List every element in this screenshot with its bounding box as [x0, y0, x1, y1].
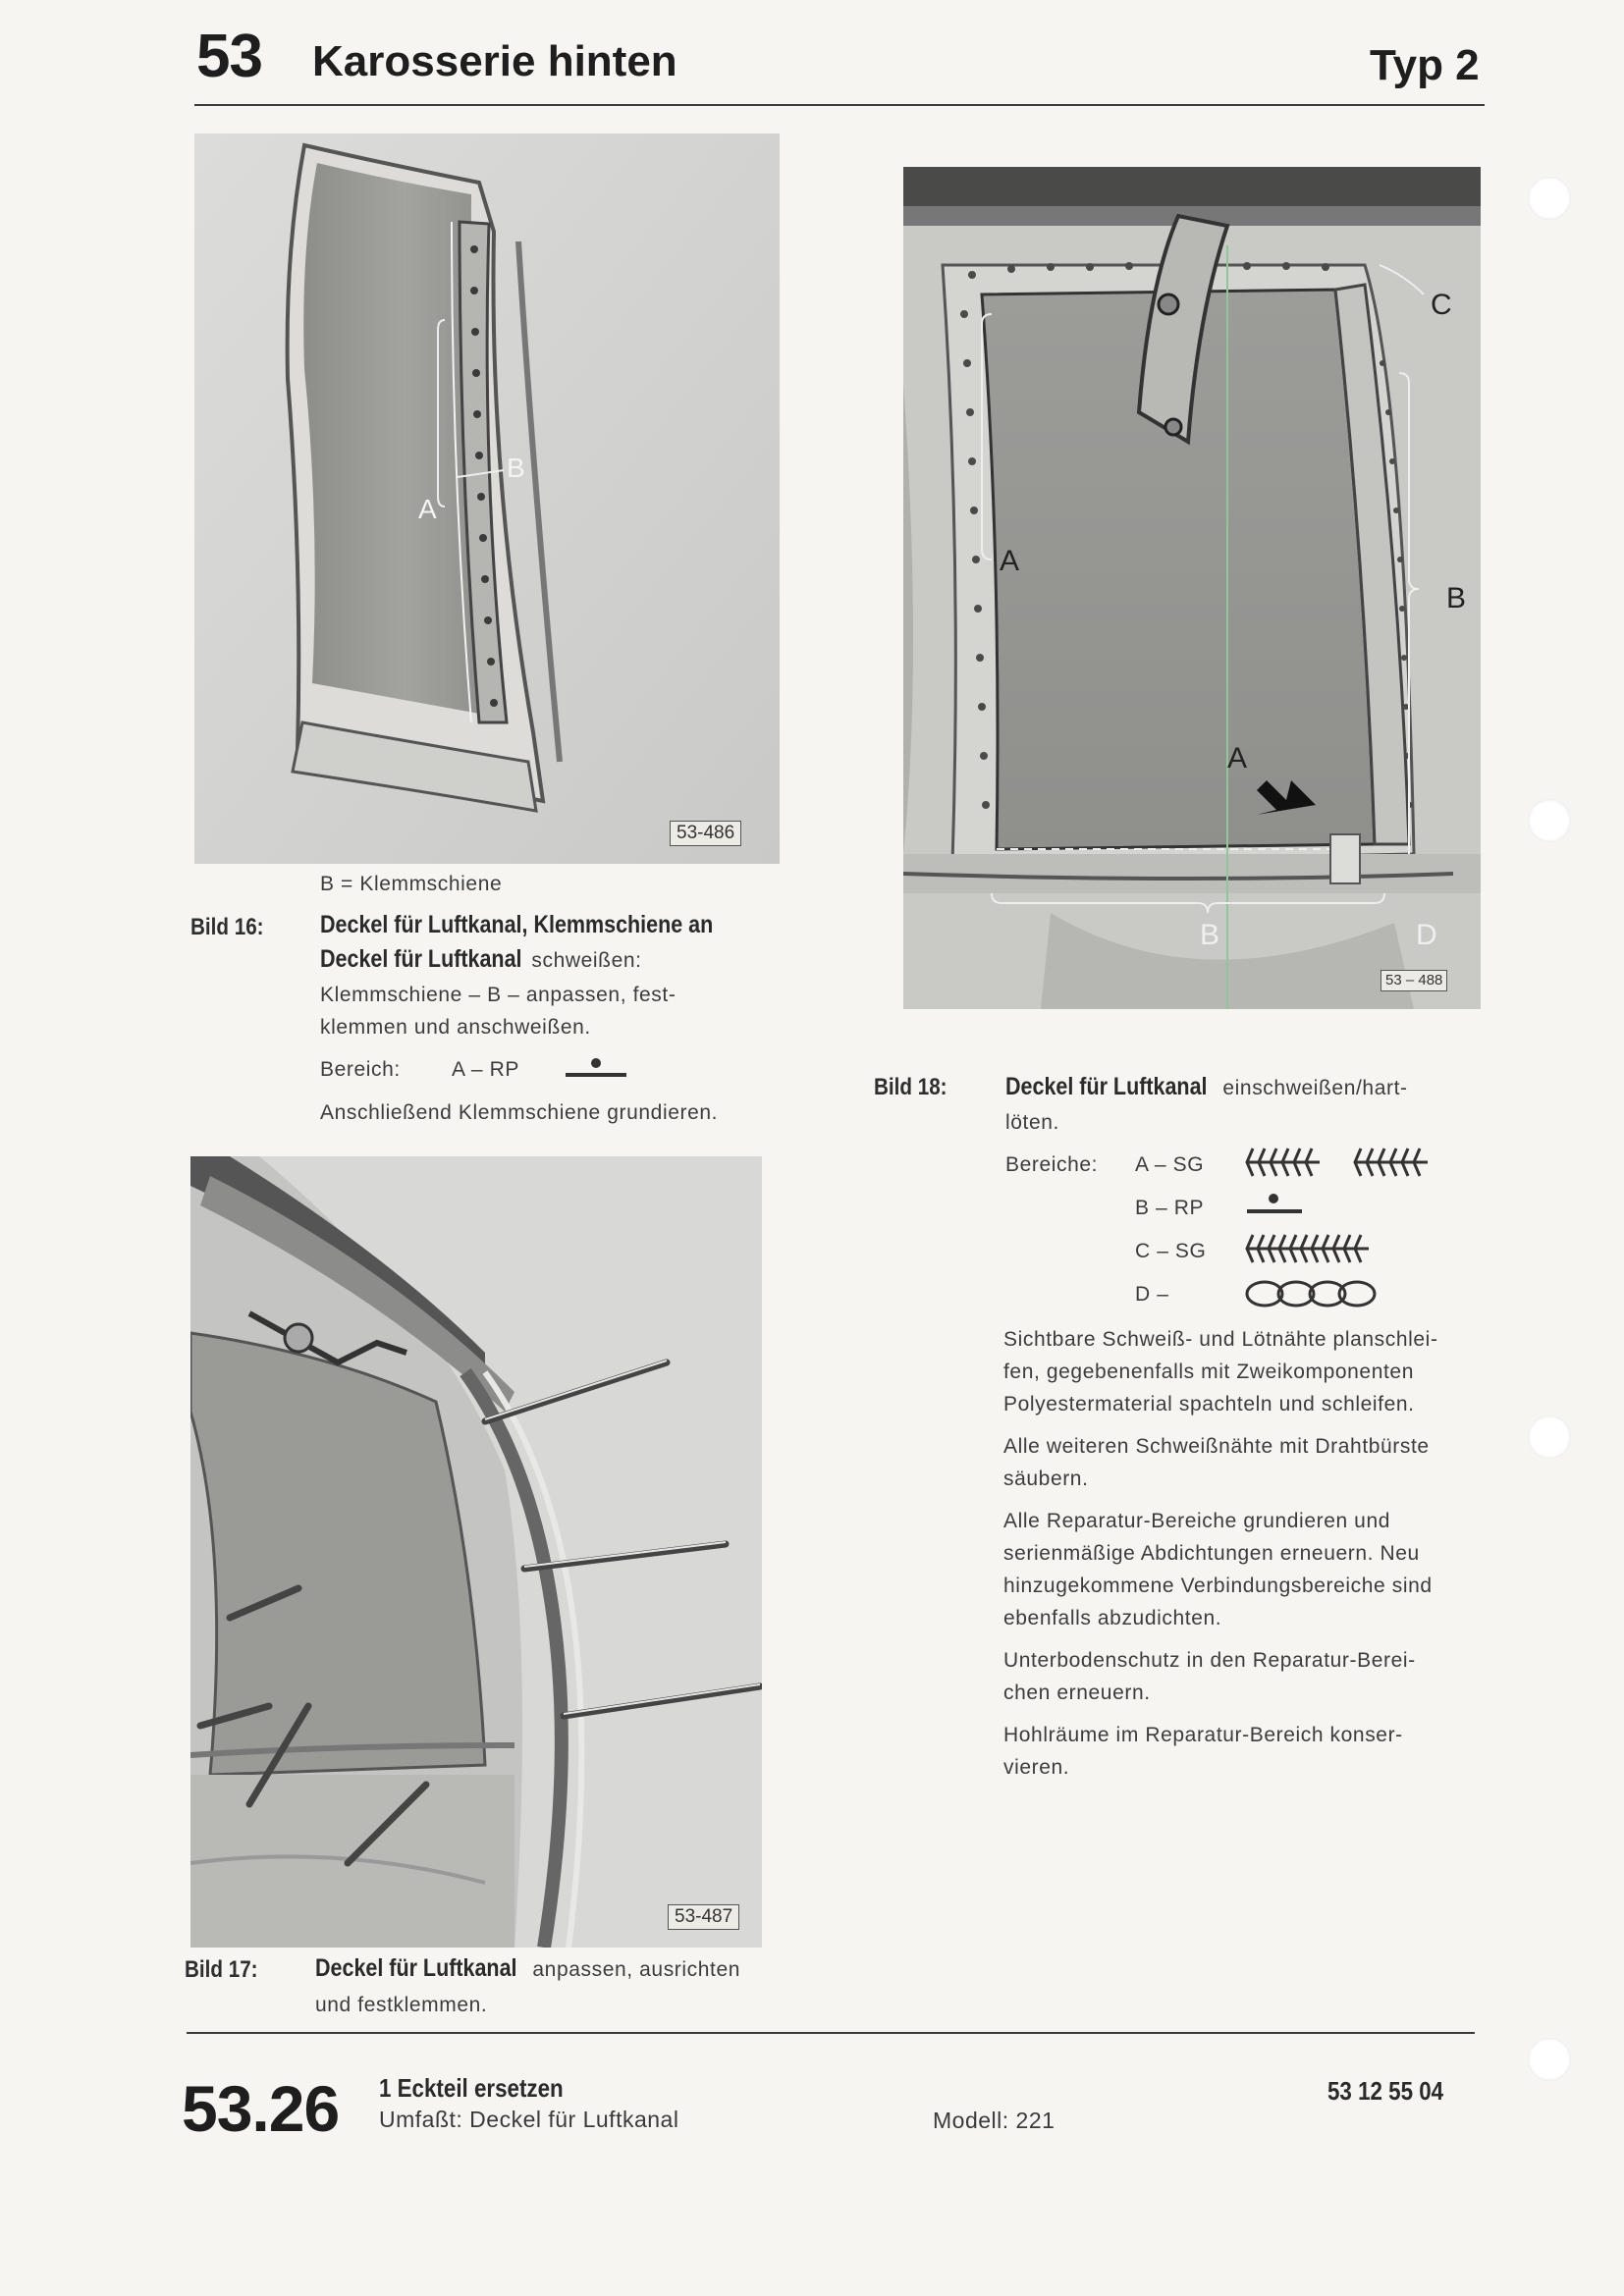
rp-spot-icon [562, 1054, 630, 1084]
bild16-line2: klemmen und anschweißen. [320, 1016, 591, 1039]
section-number: 53 [196, 23, 262, 90]
paragraph: Sichtbare Schweiß- und Lötnähte planschlei- fen, gegebenenfalls mit Zweikomponenten Polyestermaterial spachteln und schleifen. [1003, 1328, 1438, 1415]
paragraph: Unterbodenschutz in den Reparatur-Berei- chen erneuern. [1003, 1649, 1416, 1704]
page-number: 53.26 [182, 2072, 340, 2145]
paragraph: Alle Reparatur-Bereiche grundieren und serienmäßige Abdichtungen erneuern. Neu hinzugekommene Verbindungsbereiche sind ebenfalls abzudichten. [1003, 1510, 1433, 1629]
footer-code: 53 12 55 04 [1327, 2076, 1444, 2106]
figure-18-photo [903, 167, 1481, 1009]
bild18-row-a: A – SG [1135, 1153, 1205, 1176]
fig18-label-b2: B [1200, 919, 1220, 951]
bild17-label: Bild 17: [185, 1956, 258, 1983]
bild18-bereiche-label: Bereiche: [1005, 1153, 1099, 1176]
footer-line2: Umfaßt: Deckel für Luftkanal [379, 2107, 679, 2132]
bild16-line3: Anschließend Klemmschiene grundieren. [320, 1101, 719, 1124]
bild18-row-d: D – [1135, 1283, 1169, 1306]
fig18-label-d: D [1416, 919, 1437, 951]
fig16-label-a: A [418, 494, 437, 524]
bild16-title-line1: Deckel für Luftkanal, Klemmschiene an [320, 911, 714, 938]
footer-line1: 1 Eckteil ersetzen [379, 2073, 564, 2103]
bild18-row-b: B – RP [1135, 1197, 1205, 1219]
footer-modell: Modell: 221 [933, 2108, 1056, 2133]
header-rule [194, 104, 1485, 106]
bild16-line1: Klemmschiene – B – anpassen, fest- [320, 984, 677, 1006]
bild17-line2: und festklemmen. [315, 1994, 488, 2016]
bild16-legend: B = Klemmschiene [320, 873, 503, 895]
figure-16-photo [194, 133, 780, 864]
bild17-title: Deckel für Luftkanal anpassen, ausrichten [315, 1954, 741, 1982]
page-title: Karosserie hinten [312, 37, 677, 85]
bild18-label: Bild 18: [874, 1074, 947, 1100]
figure-16-ref: 53-486 [670, 821, 741, 846]
bild16-bereich-label: Bereich: [320, 1058, 401, 1081]
bild16-title-line2: Deckel für Luftkanal schweißen: [320, 945, 642, 973]
fig18-label-c: C [1431, 289, 1452, 321]
bild18-body [1003, 1323, 1494, 1793]
binder-hole [1528, 177, 1571, 220]
bild16-bereich-value: A – RP [452, 1058, 519, 1081]
braze-loops-icon [1245, 1276, 1379, 1311]
binder-hole [1528, 1415, 1571, 1459]
bild18-title-line2: löten. [1005, 1111, 1059, 1134]
sg-weld-double-icon [1245, 1145, 1432, 1180]
paragraph: Hohlräume im Reparatur-Bereich konser- vieren. [1003, 1724, 1403, 1779]
rp-spot-icon [1239, 1190, 1308, 1221]
fig18-label-a2: A [1227, 742, 1248, 774]
fig18-label-a1: A [1000, 545, 1020, 577]
fig18-label-b1: B [1446, 582, 1467, 614]
bild18-title: Deckel für Luftkanal einschweißen/hart- [1005, 1073, 1408, 1100]
figure-17-photo [190, 1156, 762, 1948]
figure-18-ref: 53 – 488 [1380, 970, 1447, 991]
footer-rule [187, 2032, 1475, 2034]
paragraph: Alle weiteren Schweißnähte mit Drahtbürste säubern. [1003, 1435, 1430, 1490]
bild16-label: Bild 16: [190, 914, 264, 940]
sg-weld-long-icon [1245, 1231, 1373, 1266]
bild18-row-c: C – SG [1135, 1240, 1207, 1262]
binder-hole [1528, 799, 1571, 842]
figure-17-ref: 53-487 [668, 1904, 739, 1930]
binder-hole [1528, 2038, 1571, 2081]
fig16-label-b: B [507, 453, 525, 483]
vehicle-type: Typ 2 [1370, 41, 1480, 89]
